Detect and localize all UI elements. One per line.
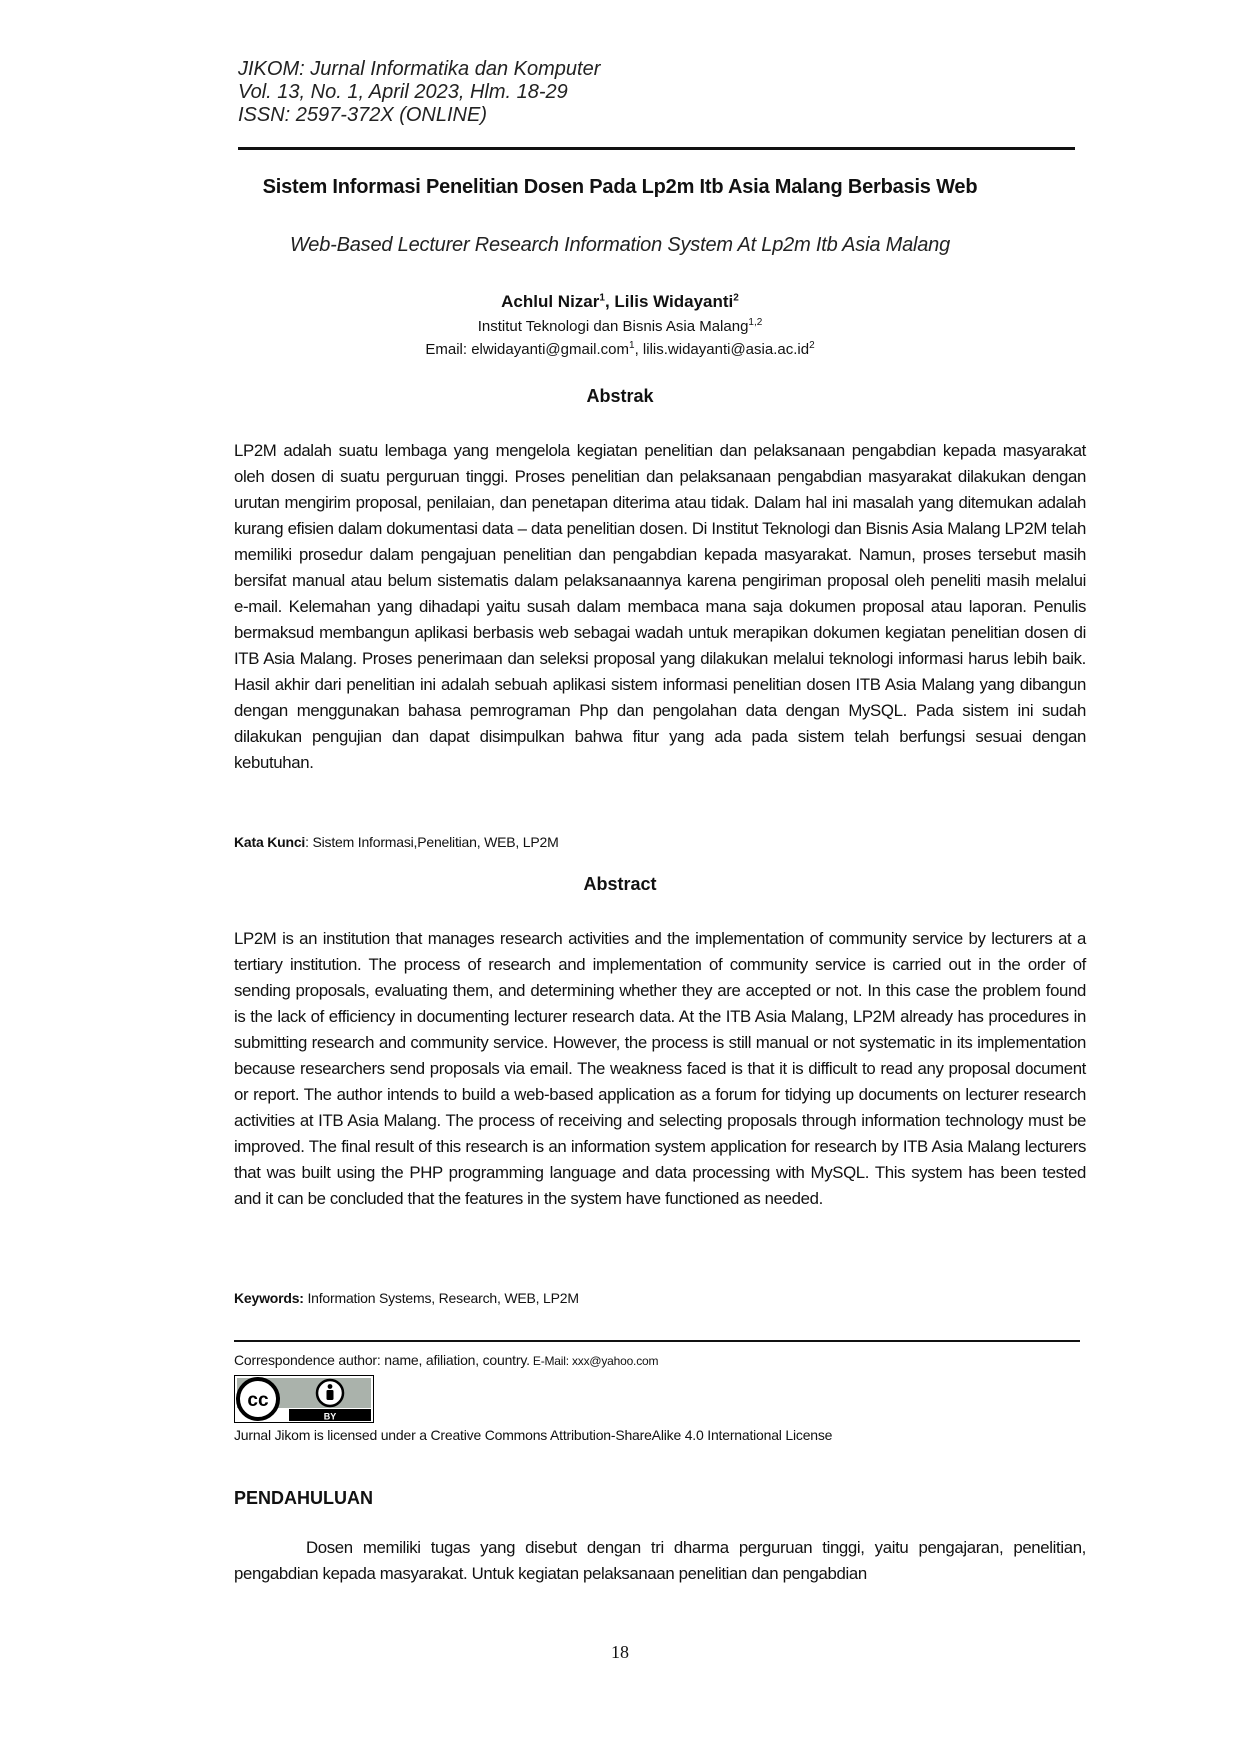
author-name: Achlul Nizar xyxy=(501,292,600,311)
abstrak-text: LP2M adalah suatu lembaga yang mengelola kegiatan penelitian dan pelaksanaan pengabdian kepada masyarakat oleh dosen di suatu perguruan tinggi. Proses penelitian dan pelaksanaan pengabdian masyarakat dilakukan dengan urutan mengirim proposal, penilaian, dan penetapan diterima atau tidak. Dalam hal ini masalah yang ditemukan adalah kurang efisien dalam dokumentasi data – data penelitian dosen. Di Institut Teknologi dan Bisnis Asia Malang LP2M telah memiliki prosedur dalam pengajuan penelitian dan pengabdian kepada masyarakat. Namun, proses tersebut masih bersifat manual atau belum sistematis dalam pelaksanaannya karena pengiriman proposal oleh peneliti masih melalui e-mail. Kelemahan yang dihadapi yaitu susah dalam membaca mana saja dokumen proposal atau laporan. Penulis bermaksud membangun aplikasi berbasis web sebagai wadah untuk merapikan dokumen kegiatan penelitian dosen di ITB Asia Malang. Proses penerimaan dan seleksi proposal yang dilakukan melalui teknologi informasi harus lebih baik. Hasil akhir dari penelitian ini adalah sebuah aplikasi sistem informasi penelitian dosen ITB Asia Malang yang dibangun dengan menggunakan bahasa pemrograman Php dan pengolahan data dengan MySQL. Pada sistem ini sudah dilakukan pengujian dan dapat disimpulkan bahwa fitur yang ada pada sistem telah berfungsi sesuai dengan kebutuhan. xyxy=(234,441,1086,772)
journal-volume: Vol. 13, No. 1, April 2023, Hlm. 18-29 xyxy=(238,81,568,103)
email-label: Email: xyxy=(425,341,472,358)
journal-name: JIKOM: Jurnal Informatika dan Komputer xyxy=(238,58,601,80)
email-link[interactable]: elwidayanti@gmail.com xyxy=(471,341,630,358)
email-superscript: 1 xyxy=(629,340,635,351)
keywords-values: Information Systems, Research, WEB, LP2M xyxy=(303,1290,579,1306)
keywords xyxy=(234,1290,579,1306)
correspondence-text: Correspondence author: name, afiliation, country. xyxy=(234,1352,530,1368)
correspondence-note xyxy=(234,1352,658,1368)
author-name: Lilis Widayanti xyxy=(614,292,734,311)
license-text: Jurnal Jikom is licensed under a Creative Commons Attribution-ShareAlike 4.0 International License xyxy=(234,1427,833,1443)
author-separator: , xyxy=(604,292,615,311)
email-link[interactable]: lilis.widayanti@asia.ac.id xyxy=(642,341,810,358)
kata-kunci-label: Kata Kunci xyxy=(234,834,306,850)
affiliation-superscript: 1,2 xyxy=(748,317,763,328)
affiliation-text: Institut Teknologi dan Bisnis Asia Malang xyxy=(477,318,749,335)
header-divider xyxy=(238,147,1075,150)
kata-kunci xyxy=(234,834,559,850)
author-superscript: 2 xyxy=(733,292,739,304)
cc-by-license-icon[interactable] xyxy=(234,1375,374,1423)
abstract-text: LP2M is an institution that manages research activities and the implementation of community service by lecturers at a tertiary institution. The process of research and implementation of community service is carried out in the order of sending proposals, evaluating them, and determining whether they are accepted or not. In this case the problem found is the lack of efficiency in documenting lecturer research data. At the ITB Asia Malang, LP2M already has procedures in submitting research and community service. However, the process is still manual or not systematic in its implementation because researchers send proposals via email. The weakness faced is that it is difficult to read any proposal document or report. The author intends to build a web-based application as a forum for tidying up documents on lecturer research activities at ITB Asia Malang. The process of receiving and selecting proposals through information technology must be improved. The final result of this research is an information system application for research by ITB Asia Malang lecturers that was built using the PHP programming language and data processing with MySQL. This system has been tested and it can be concluded that the features in the system have functioned as needed. xyxy=(234,929,1086,1208)
abstract-heading: Abstract xyxy=(583,874,657,894)
paper-subtitle: Web-Based Lecturer Research Information System At Lp2m Itb Asia Malang xyxy=(289,234,950,256)
journal-header xyxy=(238,58,600,127)
section-text: Dosen memiliki tugas yang disebut dengan tri dharma perguruan tinggi, yaitu pengajaran, penelitian, pengabdian kepada masyarakat. Untuk kegiatan pelaksanaan penelitian dan pengabdian xyxy=(234,1538,1086,1583)
author-affiliation xyxy=(0,318,1240,335)
abstrak-heading: Abstrak xyxy=(586,386,654,406)
section-heading: PENDAHULUAN xyxy=(234,1488,373,1508)
email-superscript: 2 xyxy=(809,340,815,351)
svg-text:cc: cc xyxy=(247,1390,269,1411)
cc-badge-label: BY xyxy=(323,1411,337,1422)
page-number: 18 xyxy=(611,1642,629,1662)
email-separator: , xyxy=(634,341,643,358)
paper-title: Sistem Informasi Penelitian Dosen Pada Lp2m Itb Asia Malang Berbasis Web xyxy=(262,176,978,198)
keywords-label: Keywords: xyxy=(234,1290,304,1306)
correspondence-email: E-Mail: xxx@yahoo.com xyxy=(529,1354,659,1368)
kata-kunci-values: : Sistem Informasi,Penelitian, WEB, LP2M xyxy=(305,834,559,850)
journal-issn: ISSN: 2597-372X (ONLINE) xyxy=(238,104,487,126)
author-list xyxy=(0,292,1240,312)
author-emails xyxy=(0,341,1240,358)
footnote-divider xyxy=(234,1340,1080,1342)
author-superscript: 1 xyxy=(599,292,605,304)
